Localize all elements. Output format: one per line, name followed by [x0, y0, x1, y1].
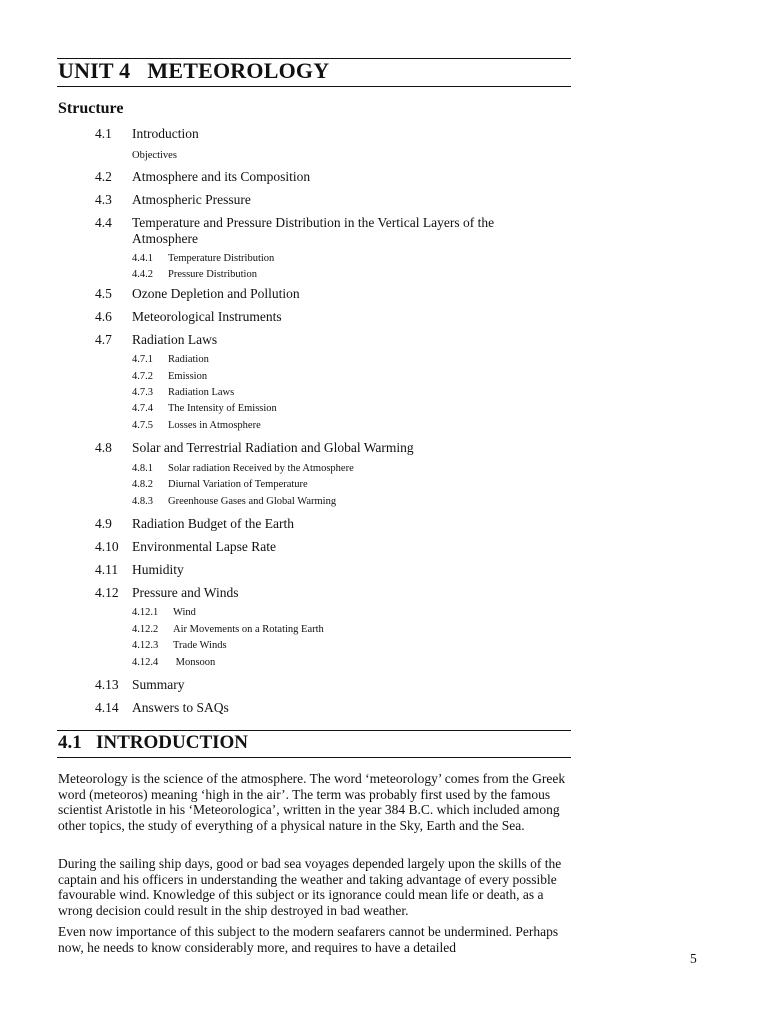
toc-item-title: Meteorological Instruments	[132, 309, 282, 324]
toc-sub-title: Air Movements on a Rotating Earth	[173, 624, 324, 635]
toc-item-title: Answers to SAQs	[132, 700, 229, 715]
toc-item-number: 4.11	[95, 562, 119, 577]
page-number: 5	[690, 951, 697, 966]
toc-item-number: 4.8	[95, 440, 112, 455]
toc-item-title: Environmental Lapse Rate	[132, 539, 276, 554]
toc-item-number: 4.10	[95, 539, 119, 554]
toc-item-title: Radiation Budget of the Earth	[132, 516, 294, 531]
toc-item-title: Introduction	[132, 126, 199, 141]
toc-sub-title: Radiation	[168, 354, 209, 365]
toc-item-number: 4.1	[95, 126, 112, 141]
toc-sub-number: 4.7.2	[132, 371, 153, 382]
toc-sub-number: 4.12.3	[132, 640, 159, 651]
toc-sub-title: Emission	[168, 371, 208, 382]
toc-sub-number: 4.7.5	[132, 420, 153, 431]
toc-item-title: Pressure and Winds	[132, 585, 239, 600]
toc-sub-number: 4.4.2	[132, 269, 153, 280]
toc-sub-number: 4.8.1	[132, 463, 153, 474]
toc-item-number: 4.5	[95, 286, 112, 301]
toc-sub-title: Temperature Distribution	[168, 253, 275, 264]
unit-title: UNIT 4 METEOROLOGY	[58, 58, 330, 83]
toc-item-title: Atmosphere and its Composition	[132, 169, 311, 184]
toc-item-title: Summary	[132, 677, 185, 692]
toc-sub-title: Solar radiation Received by the Atmosphere	[168, 463, 354, 474]
title-underline	[57, 86, 571, 87]
toc-item-title: Solar and Terrestrial Radiation and Global Warming	[132, 440, 414, 455]
toc-item-number: 4.4	[95, 215, 112, 230]
toc-sub-number: 4.7.3	[132, 387, 153, 398]
toc-item-title: Atmospheric Pressure	[132, 192, 251, 207]
toc-item-number: 4.3	[95, 192, 112, 207]
toc-sub-number: 4.8.2	[132, 479, 153, 490]
toc-sub-title: Diurnal Variation of Temperature	[168, 479, 308, 490]
toc-item-number: 4.12	[95, 585, 119, 600]
toc-item-number: 4.13	[95, 677, 119, 692]
section-top-rule	[57, 730, 571, 731]
section-underline	[57, 757, 571, 758]
toc-item-number: 4.14	[95, 700, 119, 715]
toc-sub-title: Greenhouse Gases and Global Warming	[168, 496, 337, 507]
paragraph: Even now importance of this subject to the modern seafarers cannot be undermined. Perhaps now, he needs to know considerably more, and requires to have a detailed	[58, 924, 559, 955]
paragraph: Meteorology is the science of the atmosphere. The word ‘meteorology’ comes from the Greek word (meteoros) meaning ‘high in the air’. The term was probably first used by the famous scientist Aristotle in his ‘Meteorologica’, written in the year 384 B.C. which included among other topics, the study of everything of a physical nature in the Sky, Earth and the Sea.	[58, 771, 566, 833]
toc-sub-title: Losses in Atmosphere	[168, 420, 261, 431]
toc-sub-number: 4.7.1	[132, 354, 153, 365]
toc-objectives: Objectives	[132, 150, 177, 161]
toc-sub-title: Trade Winds	[173, 640, 227, 651]
toc-item-number: 4.6	[95, 309, 112, 324]
toc-sub-title: The Intensity of Emission	[168, 403, 277, 414]
toc-item-number: 4.7	[95, 332, 112, 347]
toc-item-title: Ozone Depletion and Pollution	[132, 286, 300, 301]
paragraph: During the sailing ship days, good or bad sea voyages depended largely upon the skills of the captain and his officers in understanding the weather and taking advantage of every possible favourable wind. Knowledge of this subject or its ignorance could mean life or death, as a wrong decision could result in the ship destroyed in bad weather.	[58, 856, 562, 918]
toc-sub-number: 4.12.4	[132, 657, 159, 668]
toc-sub-number: 4.12.2	[132, 624, 159, 635]
toc-sub-title: Radiation Laws	[168, 387, 235, 398]
toc-sub-title: Wind	[173, 607, 196, 618]
toc-sub-number: 4.8.3	[132, 496, 153, 507]
section-heading: 4.1 INTRODUCTION	[58, 732, 249, 753]
toc-item-number: 4.9	[95, 516, 112, 531]
toc-sub-title: Monsoon	[173, 657, 216, 668]
toc-item-number: 4.2	[95, 169, 112, 184]
toc-sub-number: 4.4.1	[132, 253, 153, 264]
toc-item-title: Radiation Laws	[132, 332, 218, 347]
toc-item-title: Humidity	[132, 562, 184, 577]
structure-label: Structure	[58, 100, 124, 117]
toc-item-title: Temperature and Pressure Distribution in the Vertical Layers of the Atmosphere	[132, 215, 495, 246]
toc-sub-title: Pressure Distribution	[168, 269, 257, 280]
toc-sub-number: 4.12.1	[132, 607, 159, 618]
toc-sub-number: 4.7.4	[132, 403, 153, 414]
